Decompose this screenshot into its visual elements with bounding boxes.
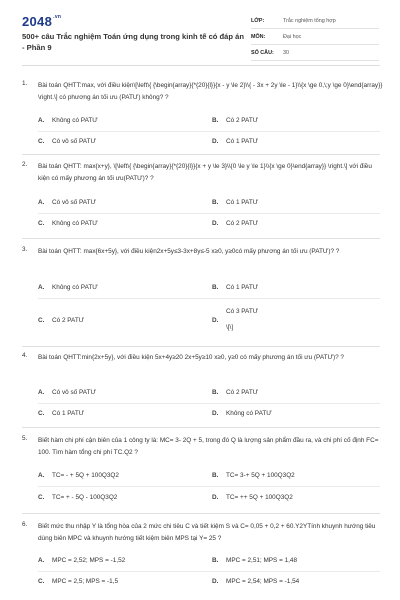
meta-row-class <box>251 13 379 29</box>
question-divider <box>22 238 380 239</box>
page-title: 500+ câu Trắc nghiệm Toán ứng dụng trong kinh tế có đáp án - Phần 9 <box>22 32 245 52</box>
question-text: Biết hàm chi phí cận biên của 1 công ty là: MC= 3- 2Q + 5, trong đó Q là lượng sản phẩm đầu ra, và chi phí cố định FC= 100. Tìm hàm tổng chi phí TC.Q2 ? <box>38 437 379 456</box>
question-text: Bài toán QHTT:max, với điều kiện\[\left\{ {\begin{array}{*{20}{l}}{x - y \le 2}\\{ - 3x + 2y \le - 1}\\{x \ge 0,\;y \ge 0}\end{array}} \right.\] có phương án tối ưu (PATƯ) không? ? <box>38 82 383 101</box>
option-text: Có 1 PATƯ <box>226 138 259 145</box>
option-letter: C. <box>38 578 45 585</box>
meta-value: Đại học <box>283 33 302 40</box>
question-text: Biết mức thu nhập Y là tổng hòa của 2 mức chi tiêu C và tiết kiệm S và C= 0,05 + 0,2 + 60.Y2YTính khuynh hướng tiêu dùng biên MPC và khuynh hướng tiết kiệm biên MPS tại Y= 25 ? <box>38 523 376 542</box>
option-text: Có vô số PATƯ <box>52 199 96 206</box>
option-d[interactable] <box>212 308 259 348</box>
option-text: Có 2 PATƯ <box>226 220 259 227</box>
option-b[interactable] <box>212 471 295 481</box>
option-letter: B. <box>212 284 219 291</box>
option-d[interactable] <box>212 577 299 587</box>
option-letter: D. <box>212 494 219 501</box>
question-divider <box>22 427 380 428</box>
option-text: MPC = 2,52; MPS = -1,52 <box>52 557 126 564</box>
question-text: Bài toán QHTT: max{6x+5y}, với điều kiện2x+5y≤3-3x+8y≤-5 x≥0, y≥0có mấy phương án tối ưu (PATƯ)? ? <box>38 248 340 255</box>
option-text: Có 2 PATƯ <box>226 389 259 396</box>
option-divider <box>38 213 380 214</box>
option-a[interactable] <box>38 283 98 293</box>
option-letter: D. <box>212 220 219 227</box>
question-number: 4. <box>22 352 28 359</box>
option-letter: A. <box>38 557 45 564</box>
option-text: Không có PATƯ <box>52 117 98 124</box>
option-text: Có 1 PATƯ <box>226 284 259 291</box>
option-text: TC= - + 5Q + 100Q3Q2 <box>52 472 119 479</box>
option-letter: A. <box>38 472 45 479</box>
option-letter: B. <box>212 472 219 479</box>
option-text: Không có PATƯ <box>52 220 98 227</box>
option-b[interactable] <box>212 198 258 208</box>
question-number: 5. <box>22 435 28 442</box>
option-text: MPC = 2,5; MPS = -1,5 <box>52 578 119 585</box>
option-c[interactable] <box>38 316 84 326</box>
option-text: Có 1 PATƯ <box>226 199 259 206</box>
option-letter: B. <box>212 389 219 396</box>
option-letter: C. <box>38 494 45 501</box>
option-letter: C. <box>38 317 45 324</box>
option-text: MPC = 2,54; MPS = -1,54 <box>226 578 300 585</box>
option-a[interactable] <box>38 556 125 566</box>
option-text: Có 2 PATƯ <box>226 117 259 124</box>
page-header <box>0 0 400 64</box>
option-letter: B. <box>212 117 219 124</box>
option-text: MPC = 2,51; MPS = 1,48 <box>226 557 298 564</box>
option-a[interactable] <box>38 471 119 481</box>
option-text: TC= ++ 5Q + 100Q3Q2 <box>226 494 293 501</box>
question-text: Bài toán QHTT:min{2x+5y}, với điều kiện 5x+4y≥20 2x+5y≥10 x≥0, y≥0 có mấy phương án tối ưu (PATƯ)? ? <box>38 354 344 361</box>
option-text: Có 1 PATƯ <box>52 410 85 417</box>
option-c[interactable] <box>38 577 118 587</box>
meta-row-count <box>251 45 379 61</box>
question-divider <box>22 154 380 155</box>
option-letter: A. <box>38 199 45 206</box>
logo-suffix: .vn <box>53 14 62 20</box>
option-divider <box>38 298 380 299</box>
option-letter: A. <box>38 284 45 291</box>
option-text: Không có PATƯ <box>226 410 272 417</box>
option-letter: C. <box>38 410 45 417</box>
question-divider <box>22 346 380 347</box>
question-number: 2. <box>22 161 28 168</box>
meta-table <box>251 13 379 61</box>
option-text: TC= + - 5Q - 100Q3Q2 <box>52 494 118 501</box>
option-letter: B. <box>212 199 219 206</box>
option-letter: D. <box>212 410 219 417</box>
meta-key: MÔN: <box>251 33 266 40</box>
option-b[interactable] <box>212 388 258 398</box>
option-c[interactable] <box>38 409 84 419</box>
option-d[interactable] <box>212 137 258 147</box>
question-number: 3. <box>22 246 28 253</box>
option-d[interactable] <box>212 219 258 229</box>
meta-value: Trắc nghiệm tổng hợp <box>283 17 336 24</box>
option-d[interactable] <box>212 493 293 503</box>
option-text: Có 2 PATƯ <box>52 317 85 324</box>
option-letter: C. <box>38 220 45 227</box>
question-text: Bài toán QHTT: max{x+y}, \[\left\{ {\begin{array}{*{20}{l}}{x + y \le 3}\\{0 \le y \le 1}\\{x \ge 0}\end{array}} \right.\] với điều kiện có mấy phương án tối ưu(PATƯ)? ? <box>38 163 372 182</box>
option-c[interactable] <box>38 219 98 229</box>
option-text: TC= 3-+ 5Q + 100Q3Q2 <box>226 472 295 479</box>
question-divider <box>22 513 380 514</box>
option-c[interactable] <box>38 493 117 503</box>
option-letter: D. <box>212 578 219 585</box>
option-letter: C. <box>38 138 45 145</box>
option-b[interactable] <box>212 556 297 566</box>
option-divider <box>38 486 380 487</box>
option-letter: B. <box>212 557 219 564</box>
meta-row-subject <box>251 29 379 45</box>
option-text: Có vô số PATƯ <box>52 389 96 396</box>
option-b[interactable] <box>212 283 258 293</box>
logo-text: 2048 <box>22 14 53 29</box>
question-number: 1. <box>22 80 28 87</box>
header-divider <box>22 65 380 66</box>
question-number: 6. <box>22 521 28 528</box>
meta-key: SỐ CÂU: <box>251 49 274 56</box>
option-c[interactable] <box>38 137 96 147</box>
option-text: Có vô số PATƯ <box>52 138 96 145</box>
option-b[interactable] <box>212 116 258 126</box>
meta-key: LỚP: <box>251 17 265 24</box>
site-logo[interactable] <box>22 14 61 29</box>
option-text: Không có PATƯ <box>52 284 98 291</box>
option-letter: D. <box>212 317 219 324</box>
option-letter: A. <box>38 389 45 396</box>
option-text: Có 3 PATƯ \[\] <box>226 308 259 331</box>
option-d[interactable] <box>212 409 272 419</box>
option-divider <box>38 131 380 132</box>
option-divider <box>38 403 380 404</box>
option-a[interactable] <box>38 198 96 208</box>
option-letter: A. <box>38 117 45 124</box>
option-letter: D. <box>212 138 219 145</box>
option-a[interactable] <box>38 116 98 126</box>
option-divider <box>38 571 380 572</box>
option-a[interactable] <box>38 388 96 398</box>
meta-value: 30 <box>283 49 289 56</box>
